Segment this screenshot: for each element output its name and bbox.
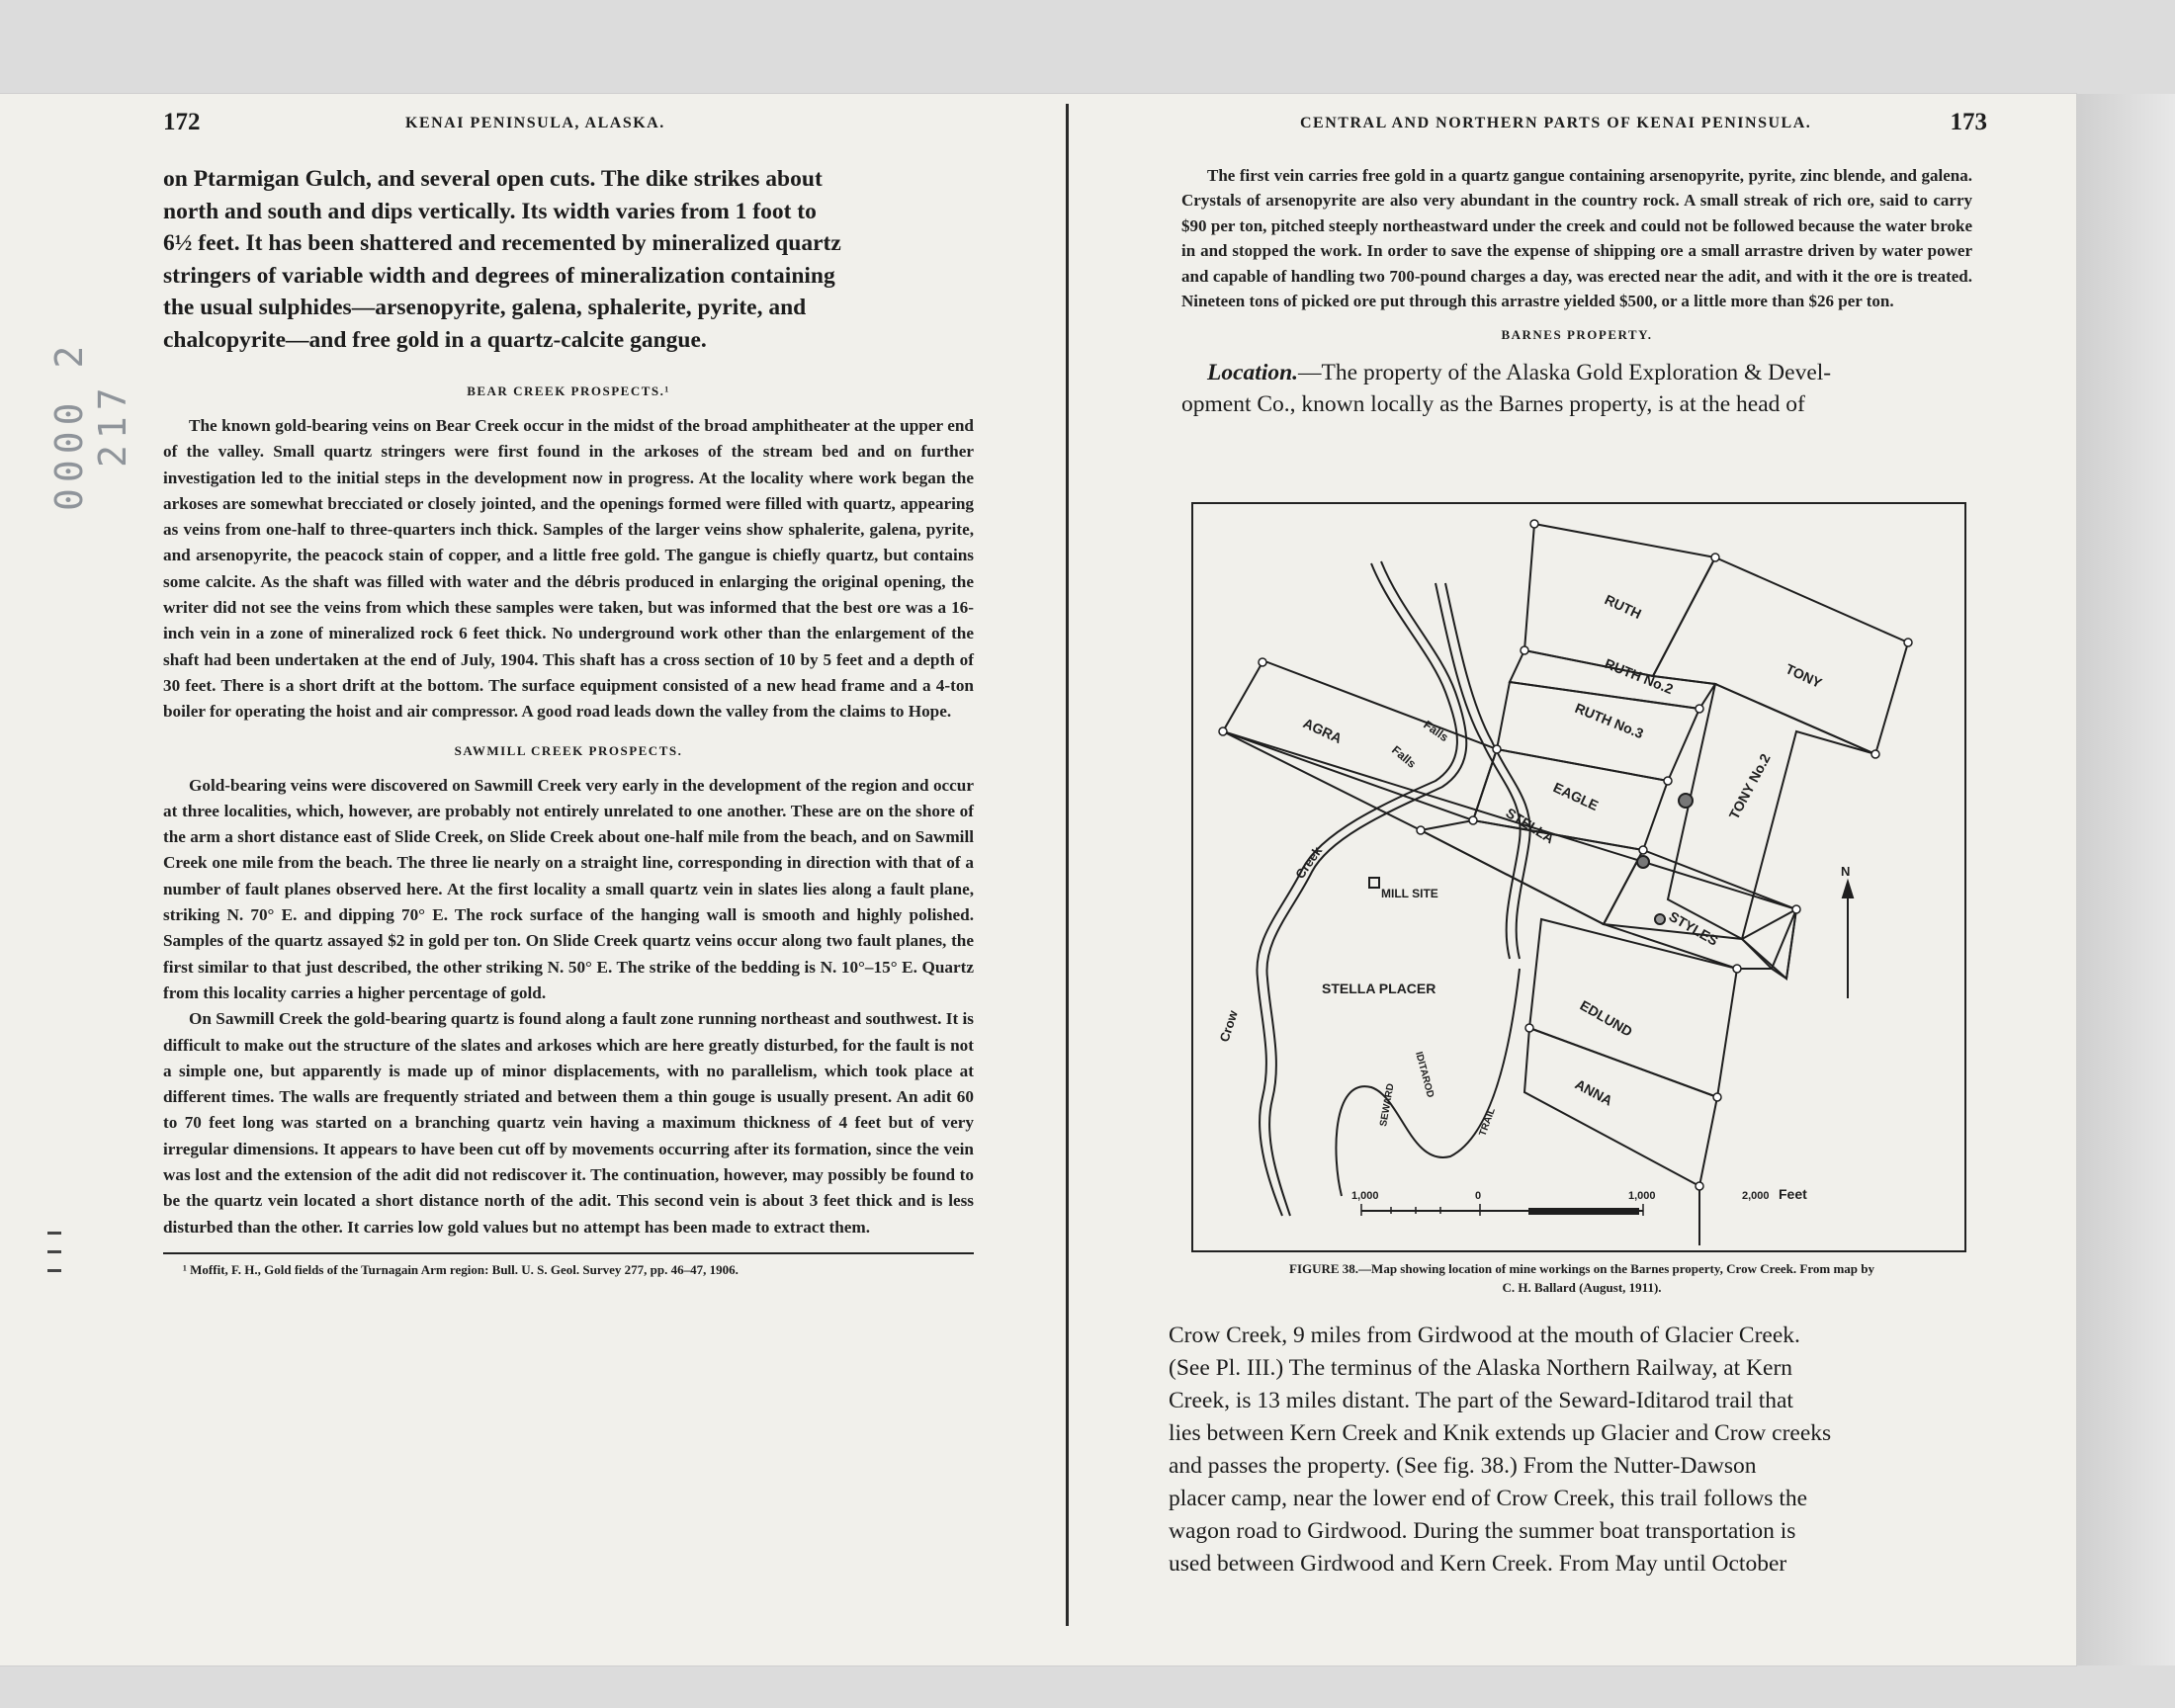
closing-line: placer camp, near the lower end of Crow Creek, this trail follows the	[1169, 1486, 1808, 1511]
scale-unit-label: Feet	[1779, 1186, 1807, 1202]
opening-line: north and south and dips vertically. Its width varies from 1 foot to	[163, 198, 817, 224]
caption-line: FIGURE 38.—Map showing location of mine workings on the Barnes property, Crow Creek. From map by	[1289, 1261, 1874, 1276]
claim-label: EAGLE	[1550, 779, 1602, 814]
barnes-heading: BARNES PROPERTY.	[1501, 327, 1653, 343]
left-running-title: KENAI PENINSULA, ALASKA.	[405, 115, 665, 131]
left-page-number: 172	[163, 109, 201, 135]
sawmill-paragraph-1: Gold-bearing veins were discovered on Sawmill Creek very early in the development of the region and occur at three localities, which, however, are probably not entirely unrelated to one another. These are on the shore of the arm a short distance east of Slide Creek, on Slide Creek about one-half mile from the beach, and on Sawmill Creek one mile from the beach. The three lie nearly on a straight line, corresponding in direction with that of a number of fault planes observed here. At the first locality a small quartz vein in slates lies along a fault plane, striking N. 70° E. and dipping 70° E. The rock surface of the hanging wall is smooth and highly polished. Samples of the quartz assayed $2 in gold per ton. On Slide Creek quartz veins occur along two fault planes, the first similar to that just described, the other striking N. 50° E. The strike of the bedding is N. 10°–15° E. Quartz from this locality carries a higher percentage of gold.	[163, 775, 974, 1002]
location-line: opment Co., known locally as the Barnes property, is at the head of	[1181, 391, 1805, 418]
scale-tick-label: 2,000	[1742, 1190, 1770, 1202]
trail-label: IDITAROD	[1413, 1050, 1436, 1099]
claim-edlund-outline	[1529, 919, 1737, 1097]
right-page-top	[1181, 163, 1972, 420]
right-running-head	[1181, 109, 1987, 148]
claim-label: TONY No.2	[1725, 750, 1774, 822]
creek-label: Crow	[1216, 1008, 1241, 1044]
closing-line: lies between Kern Creek and Knik extends up Glacier and Crow creeks	[1169, 1420, 1832, 1446]
bear-creek-paragraph: The known gold-bearing veins on Bear Creek occur in the midst of the broad amphitheater at the upper end of the valley. Small quartz stringers were first found in the arkoses of the stream bed and on further investigation led to the initial steps in the development now in progress. At the locality where work began the arkoses are somewhat brecciated or closely jointed, and the openings formed were filled with quartz, appearing as veins from one-half to three-quarters inch thick. Samples of the larger veins show sphalerite, galena, pyrite, and arsenopyrite, the peacock stain of copper, and a little free gold. The gangue is chiefly quartz, but contains some calcite. As the shaft was filled with water and the débris produced in enlarging the original opening, the writer did not see the veins from which these samples were taken, but was informed that the best ore was a 16-inch vein in a zone of mineralized rock 6 feet thick. No underground work other than the enlargement of the shaft had been undertaken at the end of July, 1904. This shaft has a cross section of 10 by 5 feet and a depth of 30 feet. There is a short drift at the bottom. The surface equipment consisted of a new head frame and a 4-ton boiler for operating the hoist and air compressor. A good road leads down the valley from the claims to Hope.	[163, 416, 974, 722]
claim-agra-outline	[1223, 662, 1497, 820]
archive-stamp: 0000 2 217	[47, 339, 134, 511]
opening-paragraph	[163, 163, 974, 356]
closing-line: Creek, is 13 miles distant. The part of the Seward-Iditarod trail that	[1169, 1388, 1793, 1413]
sawmill-heading: SAWMILL CREEK PROSPECTS.	[454, 742, 683, 758]
claim-label: RUTH No.3	[1572, 699, 1646, 742]
opening-line: 6½ feet. It has been shattered and recemented by mineralized quartz	[163, 230, 841, 256]
north-arrow-head	[1843, 882, 1853, 897]
claim-label: AGRA	[1300, 715, 1345, 747]
location-label: Location.	[1207, 360, 1299, 386]
right-running-title: CENTRAL AND NORTHERN PARTS OF KENAI PENINSULA.	[1300, 115, 1812, 131]
trail-label: TRAIL	[1477, 1106, 1498, 1139]
closing-paragraph	[1169, 1320, 1969, 1580]
scan-edge	[2076, 94, 2175, 1665]
footnote-rule	[163, 1252, 974, 1254]
opening-line: the usual sulphides—arsenopyrite, galena, sphalerite, pyrite, and	[163, 295, 807, 320]
opening-line: chalcopyrite—and free gold in a quartz-calcite gangue.	[163, 326, 707, 353]
closing-line: Crow Creek, 9 miles from Girdwood at the mouth of Glacier Creek.	[1169, 1323, 1800, 1348]
scale-bar-segment	[1529, 1209, 1638, 1214]
bear-creek-heading: BEAR CREEK PROSPECTS.¹	[467, 384, 670, 398]
closing-line: wagon road to Girdwood. During the summer boat transportation is	[1169, 1518, 1796, 1544]
first-vein-paragraph: The first vein carries free gold in a quartz gangue containing arsenopyrite, pyrite, zinc blende, and galena. Crystals of arsenopyrite are also very abundant in the country rock. A small streak of rich ore, said to carry $90 per ton, pitched steeply northeastward under the creek and could not be followed because the water broke in and stopped the work. In order to save the expense of shipping ore a small arrastre driven by water power and capable of handling two 700-pound charges a day, was erected near the adit, and with it the ore is treated. Nineteen tons of picked ore put through this arrastre yielded $500, or a little more than $26 per ton.	[1181, 166, 1972, 311]
left-page-body	[163, 163, 974, 1278]
figure-caption	[1181, 1259, 1982, 1297]
opening-line: on Ptarmigan Gulch, and several open cuts. The dike strikes about	[163, 166, 823, 192]
north-label: N	[1841, 864, 1851, 879]
claim-label: EDLUND	[1577, 996, 1636, 1040]
claim-label: RUTH No.2	[1602, 654, 1676, 698]
scale-tick-label: 0	[1475, 1190, 1482, 1202]
sawmill-paragraph-2: On Sawmill Creek the gold-bearing quartz is found along a fault zone running northeast and southwest. It is difficult to make out the structure of the slates and arkoses which are here greatly disturbed, for the fault is not a simple one, but apparently is made up of minor displacements, with no parallelism, which took place at different times. The walls are frequently striated and between them a thin gouge is usually present. An adit 60 to 70 feet long was started on a branching quartz vein having a maximum thickness of 4 feet but of very irregular dimensions. It appears to have been cut off by movements occurring after its formation, since the vein was lost and the extension of the adit did not rediscover it. The continuation, however, may possibly be found to be the quartz vein located a short distance north of the adit. This second vein is about 3 feet thick and is less disturbed than the other. It carries low gold values but no attempt has been made to extract them.	[163, 1009, 974, 1237]
closing-line: and passes the property. (See fig. 38.) From the Nutter-Dawson	[1169, 1453, 1757, 1479]
placer-label: STELLA PLACER	[1322, 981, 1436, 996]
page-gutter	[1066, 104, 1069, 1626]
mine-working-marker	[1637, 856, 1649, 868]
falls-label: Falls	[1389, 742, 1420, 771]
closing-line: used between Girdwood and Kern Creek. From May until October	[1169, 1551, 1787, 1577]
claim-label: ANNA	[1572, 1075, 1615, 1109]
opening-line: stringers of variable width and degrees of mineralization containing	[163, 262, 835, 289]
scale-tick-label: 1,000	[1351, 1190, 1379, 1202]
mine-working-marker	[1655, 914, 1665, 924]
location-line: —The property of the Alaska Gold Exploration & Devel-	[1298, 360, 1832, 386]
edge-marks	[47, 1216, 77, 1315]
closing-line: (See Pl. III.) The terminus of the Alaska Northern Railway, at Kern	[1169, 1355, 1793, 1381]
mine-working-marker	[1679, 794, 1693, 808]
location-paragraph	[1181, 357, 1972, 420]
claim-anna-outline	[1524, 1028, 1717, 1186]
mill-site-label: MILL SITE	[1381, 887, 1438, 900]
claim-label: TONY	[1783, 660, 1825, 692]
scale-tick-label: 1,000	[1628, 1190, 1656, 1202]
claim-tony-outline	[1653, 557, 1908, 754]
claim-label: STELLA	[1503, 804, 1558, 847]
claim-stella-outline	[1421, 820, 1643, 924]
claim-label: STYLES	[1666, 907, 1721, 949]
barnes-property-map	[1193, 504, 1960, 1246]
claim-label: RUTH	[1602, 591, 1644, 623]
trail-label: SEWARD	[1378, 1082, 1397, 1128]
right-page-number: 173	[1950, 109, 1987, 135]
caption-line: C. H. Ballard (August, 1911).	[1502, 1280, 1662, 1295]
mill-site-marker	[1369, 878, 1379, 888]
falls-label: Falls	[1421, 717, 1451, 745]
footnote: ¹ Moffit, F. H., Gold fields of the Turnagain Arm region: Bull. U. S. Geol. Survey 277, pp. 46–47, 1906.	[183, 1261, 739, 1277]
left-running-head	[163, 109, 974, 148]
figure-38-map	[1191, 502, 1966, 1252]
creek-label: Creek	[1292, 843, 1326, 882]
